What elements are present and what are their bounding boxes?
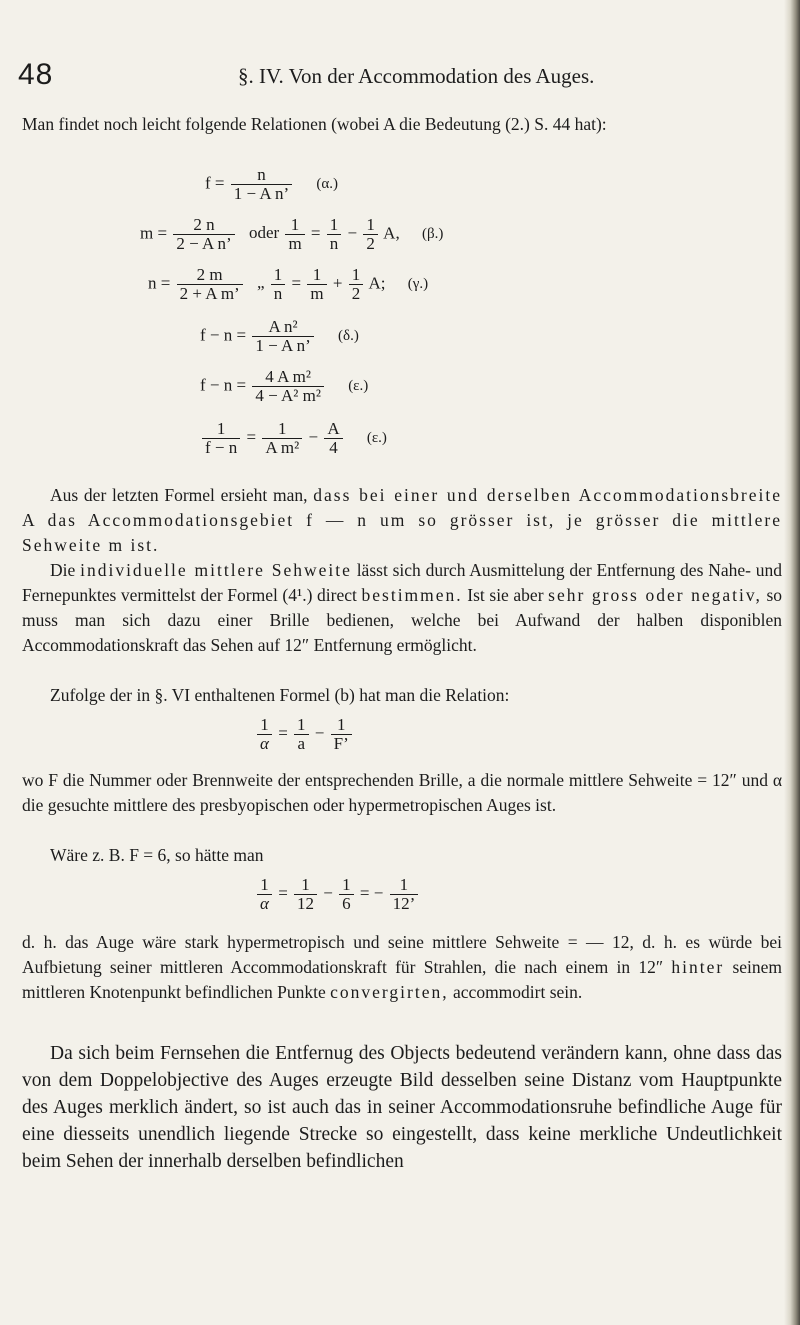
formula-tail: A, [383,223,400,243]
fraction [307,266,326,303]
denominator: 1 − A n’ [255,336,311,355]
fraction [324,420,342,457]
numerator: 1 [339,876,354,895]
text-emphasis: sehr gross oder negativ, [548,585,762,605]
paragraph-4: wo F die Nummer oder Brennweite der entsprechenden Brille, a die normale mittlere Sehweite = 12″ und α die gesuchte mittlere des presbyopischen oder hypermetropischen Auges ist. [22,770,782,815]
fraction [252,368,324,405]
fraction [271,266,286,303]
denominator: f − n [205,438,238,457]
paragraph-7: Da sich beim Fernsehen die Entfernug des Objects bedeutend verändern kann, ohne dass das von dem Doppelobjective des Auges erzeugte Bild desselben seine Distanz vom Hauptpunkte des Auges merklich ändert, so ist auch das in seiner Accommodationsruhe befindliche Auge für eine diesseits unendlich liegende Strecke so eingestellt, dass keine merkliche Undeutlichkeit beim Sehen der innerhalb derselben befindlichen [22,1043,782,1172]
formula-epsilon-2: $\frac{1}{f - n}$ = $\frac{1}{\text{A m²}}$ − $\frac{A}{4}$ (ε.) [200,420,387,457]
formula-delta [200,318,359,355]
text-emphasis: bestimmen. [361,585,463,605]
page-header [0,58,800,98]
formula-lhs: n = [148,273,171,293]
formula-epsilon-1 [200,368,368,405]
formula-lhs: m = [140,223,168,243]
numerator: 1 [327,216,342,235]
relation-1: $\frac{1}{\alpha}$ = $\frac{1}{a}$ − $\frac{1}{F’}$ [255,716,354,753]
denominator: α [260,734,269,753]
denominator: a [297,734,306,753]
page-edge-shadow [784,0,800,1325]
paragraph-2 [22,558,782,658]
numerator: 1 [262,420,302,439]
text-emphasis: individuelle mittlere Sehweite [80,560,352,580]
text-run: accommodirt sein. [453,982,583,1002]
fraction [294,876,317,913]
numerator: A n² [252,318,313,337]
fraction [257,876,272,913]
denominator: 6 [342,894,351,913]
numerator: 1 [349,266,364,285]
numerator: 1 [363,216,378,235]
paragraph-5: Wäre z. B. F = 6, so hätte man [50,845,264,865]
fraction [262,420,302,457]
denominator: 4 − A² m² [255,386,321,405]
fraction [363,216,378,253]
denominator: 12 [297,894,315,913]
intro-text: Man findet noch leicht folgende Relationen (wobei A die Bedeutung (2.) S. 44 hat): [22,114,607,134]
numerator: A [324,420,342,439]
denominator: n [273,284,283,303]
fraction [349,266,364,303]
formula-tag: (γ.) [407,276,429,293]
paragraph-6 [22,930,782,1005]
denominator: 1 − A n’ [233,184,290,203]
formula-ditto: „ [256,273,265,293]
numerator: 1 [257,876,272,895]
denominator: α [260,894,269,913]
denominator: n [329,234,339,253]
numerator: 1 [257,716,272,735]
fraction [339,876,354,913]
text-run: seinem mittleren Knotenpunkt befindlichen Punkte [22,957,783,1002]
fraction [257,716,272,753]
formula-oder: oder [248,223,280,243]
formula-alpha [205,166,338,203]
numerator: 1 [285,216,304,235]
denominator: F’ [333,734,349,753]
denominator: 12’ [392,894,416,913]
formula-lhs: f − n = [200,375,247,395]
fraction [202,420,240,457]
denominator: 4 [329,438,338,457]
fraction [252,318,313,355]
text-run: lässt sich durch Ausmittelung der Entfernung des Nahe- und Fernepunktes vermittelst der Formel (4¹.) direct [22,560,783,605]
numerator: 2 n [173,216,234,235]
fraction [331,716,352,753]
running-head: §. IV. Von der Accommodation des Auges. [238,64,595,88]
paragraph-3: Zufolge der in §. VI enthaltenen Formel (b) hat man die Relation: [50,685,510,705]
numerator: 1 [294,876,317,895]
numerator: 1 [390,876,419,895]
text-emphasis: dass bei einer und derselben Accommodationsbreite A das Accommodationsgebiet f — n um so grösser ist, je grösser die mittlere Sehweite m ist. [22,485,782,555]
numerator: 1 [294,716,309,735]
text-run: Aus der letzten Formel ersieht man, [50,485,308,505]
text-emphasis: convergirten, [330,982,449,1002]
text-run: Ist sie aber [467,585,544,605]
denominator: 2 + A m’ [179,284,240,303]
denominator: 2 [366,234,375,253]
formula-lhs: f − n = [200,325,247,345]
formula-tag: (α.) [316,176,339,193]
formula-tag: (β.) [421,226,444,243]
text-emphasis: hinter [671,957,725,977]
fraction [294,716,309,753]
numerator: n [231,166,292,185]
fraction [327,216,342,253]
formula-lhs: f = [205,173,225,193]
fraction [177,266,243,303]
numerator: 1 [271,266,286,285]
paragraph-1 [22,483,782,558]
denominator: m [288,234,302,253]
text-run: Die [50,560,76,580]
numerator: 4 A m² [252,368,324,387]
relation-2: $\frac{1}{\alpha}$ = $\frac{1}{12}$ − $\frac{1}{6}$ = − $\frac{1}{12’}$ [255,876,420,913]
fraction [285,216,304,253]
numerator: 1 [331,716,352,735]
denominator: m [310,284,324,303]
denominator: A m² [265,438,300,457]
fraction [231,166,292,203]
page-number: 48 [18,58,54,91]
fraction [390,876,419,913]
formula-tag: (ε.) [348,378,369,395]
denominator: 2 [351,284,361,303]
formula-gamma: n = $\frac{2 m}{\text{2 + A m’}}$ „ $\frac{1}{n}$ = $\frac{1}{m}$ + $\frac{1}{2}$ A; (γ.) [148,265,429,303]
numerator: 2 m [177,266,243,285]
formula-beta: m = $\frac{2 n}{\text{2 − A n’}}$ oder $\frac{1}{m}$ = $\frac{1}{n}$ − $\frac{1}{2}$ A, (β.) [140,215,444,253]
formula-tail: A; [368,273,386,293]
text-run: d. h. das Auge wäre stark hypermetropisch und seine mittlere Sehweite = — 12, d. h. es würde bei Aufbietung seiner mittleren Accommodationskraft für Strahlen, die nach einem in 12″ [22,932,782,977]
numerator: 1 [202,420,240,439]
fraction [173,216,234,253]
formula-tag: (ε.) [366,430,387,447]
denominator: 2 − A n’ [176,234,232,253]
text-run: so muss man sich dazu einer Brille bedienen, welche bei Aufwand der halben disponiblen Accommodationskraft das Sehen auf 12″ Entfernung ermöglicht. [22,585,783,655]
numerator: 1 [307,266,326,285]
formula-tag: (δ.) [338,328,359,345]
